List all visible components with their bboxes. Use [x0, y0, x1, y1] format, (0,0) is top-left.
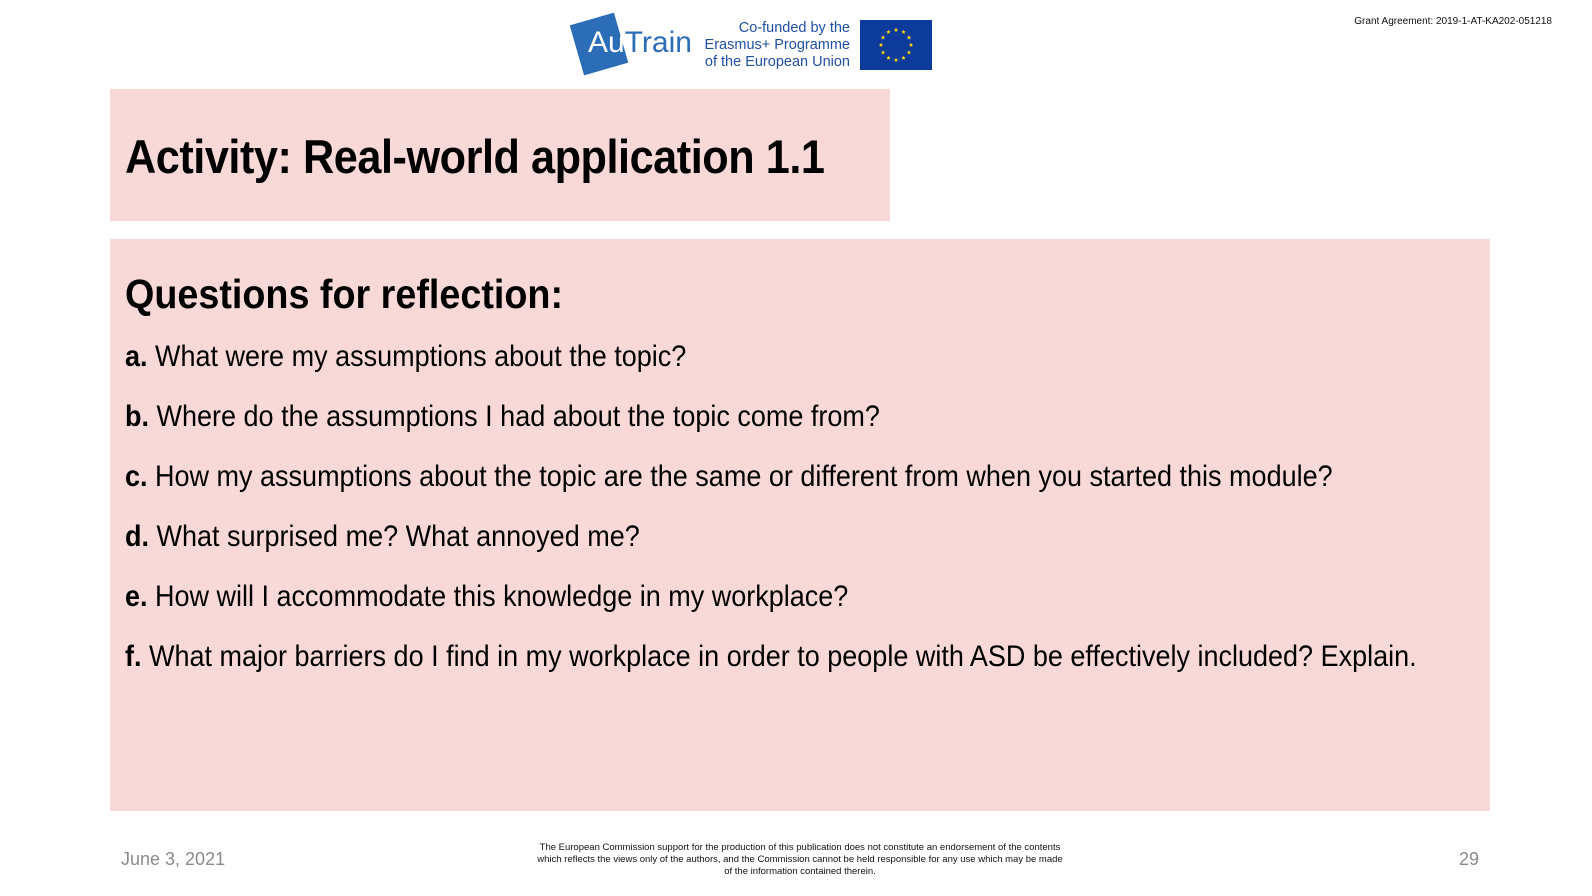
question-letter: f.	[125, 640, 142, 673]
question-text: What major barriers do I find in my workplace in order to people with ASD be effectively included? Explain.	[141, 640, 1417, 673]
question-letter: c.	[125, 460, 148, 493]
questions-heading: Questions for reflection:	[125, 271, 564, 317]
slide-title: Activity: Real-world application 1.1	[125, 130, 825, 183]
footer-disclaimer	[530, 842, 1070, 878]
cofunded-text	[700, 20, 850, 71]
disclaimer-line2: which reflects the views only of the authors, and the Commission cannot be held responsible for any use which may be made	[537, 854, 1063, 865]
question-text: How my assumptions about the topic are the same or different from when you started this module?	[147, 460, 1333, 493]
autrain-logo-part1: Au	[588, 26, 625, 59]
question-item-a	[125, 339, 1417, 399]
question-item-b	[125, 399, 1417, 459]
question-text: How will I accommodate this knowledge in my workplace?	[147, 580, 849, 613]
title-banner	[110, 89, 890, 221]
grant-agreement: Grant Agreement: 2019-1-AT-KA202-051218	[1354, 16, 1552, 27]
cofunded-line1: Co-funded by the	[738, 20, 850, 36]
eu-flag-icon	[860, 20, 932, 70]
autrain-logo	[588, 26, 692, 60]
question-letter: b.	[125, 400, 150, 433]
question-text: Where do the assumptions I had about the topic come from?	[149, 400, 880, 433]
page-number: 29	[1458, 849, 1479, 869]
question-item-e	[125, 579, 1417, 639]
questions-panel	[110, 239, 1490, 811]
cofunded-line3: of the European Union	[704, 54, 850, 70]
footer-date: June 3, 2021	[121, 849, 226, 869]
autrain-logo-part2: Train	[624, 26, 692, 59]
cofunded-line2: Erasmus+ Programme	[704, 37, 850, 53]
question-letter: e.	[125, 580, 148, 613]
question-letter: a.	[125, 340, 148, 373]
question-text: What surprised me? What annoyed me?	[149, 520, 640, 553]
question-item-f	[125, 639, 1417, 699]
question-text: What were my assumptions about the topic?	[147, 340, 687, 373]
question-item-d	[125, 519, 1417, 579]
question-item-c	[125, 459, 1417, 519]
question-letter: d.	[125, 520, 150, 553]
logo-header	[576, 16, 936, 78]
disclaimer-line1: The European Commission support for the production of this publication does not constitute an endorsement of the contents	[539, 842, 1061, 853]
disclaimer-line3: of the information contained therein.	[724, 866, 876, 877]
questions-list	[125, 339, 1560, 699]
